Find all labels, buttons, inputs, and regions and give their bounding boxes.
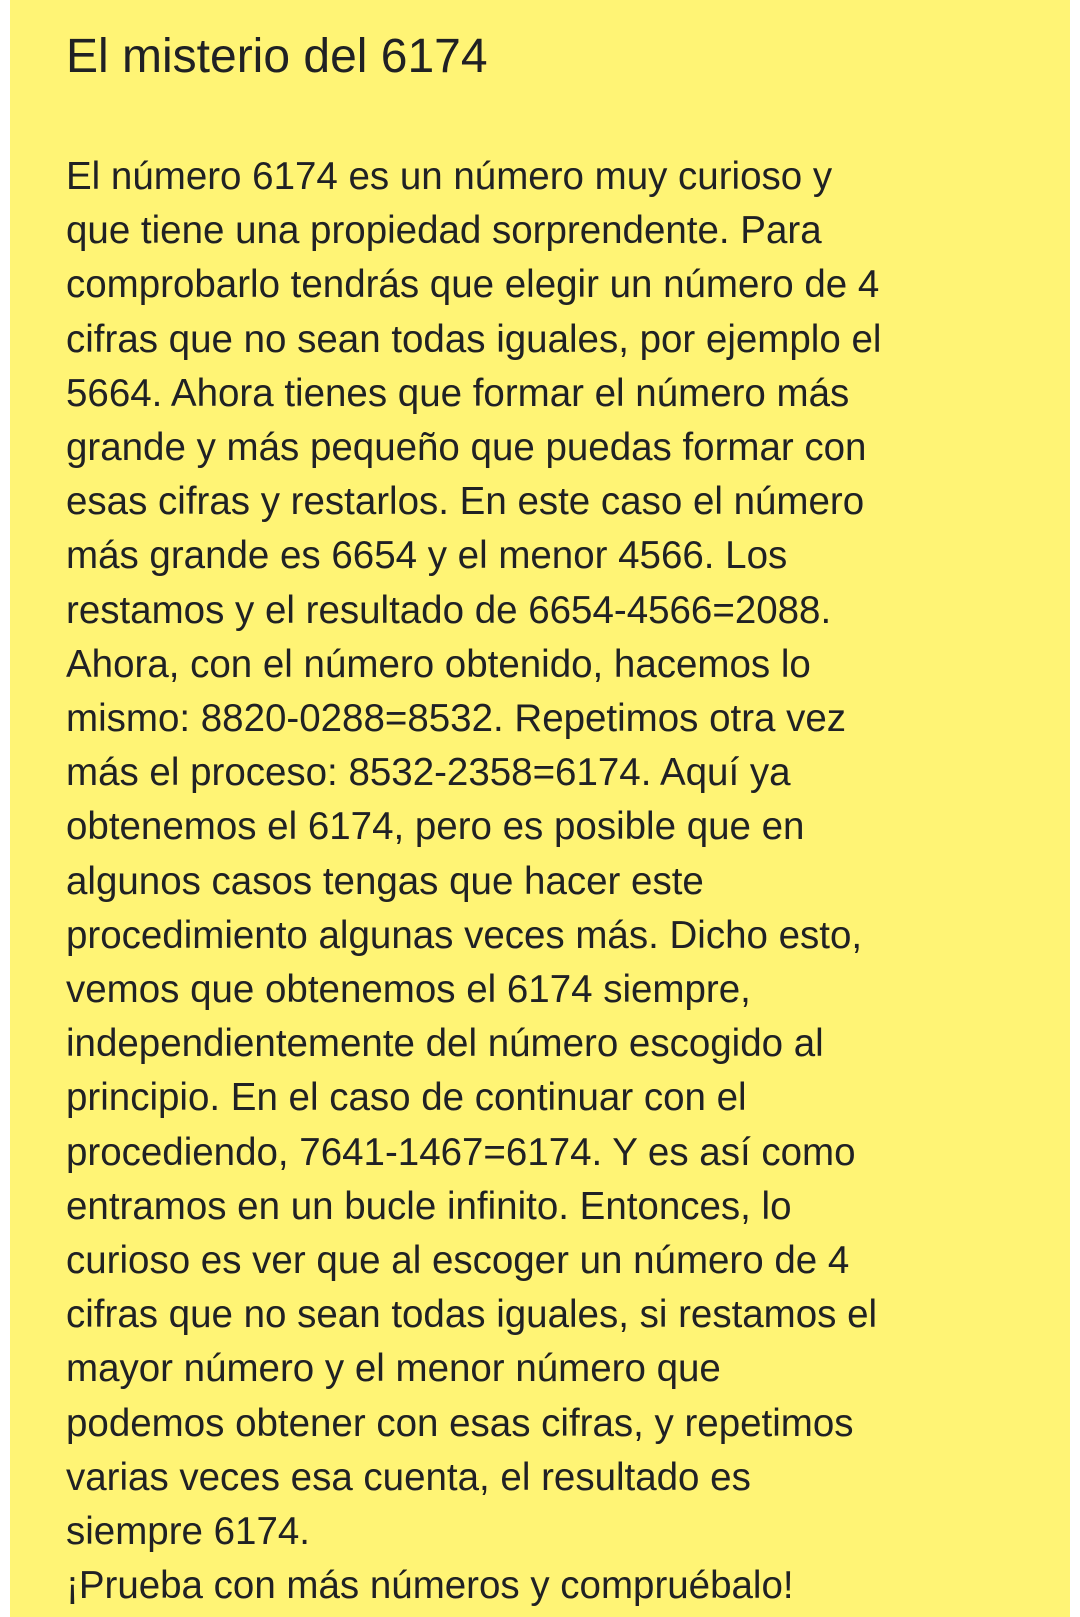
- note-body-line: curioso es ver que al escoger un número de 4: [66, 1239, 850, 1283]
- note-body-line: principio. En el caso de continuar con el: [66, 1076, 747, 1120]
- note-body-line: siempre 6174.: [66, 1510, 310, 1554]
- note-body-line: esas cifras y restarlos. En este caso el número: [66, 480, 865, 524]
- note-body-line: obtenemos el 6174, pero es posible que en: [66, 805, 805, 849]
- note-body-line: procedimiento algunas veces más. Dicho esto,: [66, 913, 863, 957]
- note-body-line: restamos y el resultado de 6654-4566=2088.: [66, 588, 832, 632]
- note-body-line: Ahora, con el número obtenido, hacemos lo: [66, 642, 811, 686]
- note-body-line: cifras que no sean todas iguales, por ejemplo el: [66, 317, 882, 361]
- note-body-line: cifras que no sean todas iguales, si restamos el: [66, 1293, 878, 1337]
- note-body-line: ¡Prueba con más números y compruébalo!: [66, 1564, 794, 1608]
- note-body-line: podemos obtener con esas cifras, y repetimos: [66, 1401, 854, 1445]
- note-body-line: comprobarlo tendrás que elegir un número de 4: [66, 263, 880, 307]
- note-body-line: vemos que obtenemos el 6174 siempre,: [66, 968, 751, 1012]
- note-card[interactable]: [10, 0, 1070, 1617]
- note-body-line: El número 6174 es un número muy curioso y: [66, 155, 833, 198]
- note-title[interactable]: El misterio del 6174: [66, 30, 488, 83]
- note-body-line: 5664. Ahora tienes que formar el número más: [66, 371, 850, 415]
- note-body-line: procediendo, 7641-1467=6174. Y es así como: [66, 1130, 856, 1174]
- note-body-line: más el proceso: 8532-2358=6174. Aquí ya: [66, 751, 791, 795]
- note-body-line: grande y más pequeño que puedas formar con: [66, 426, 867, 470]
- note-body-line: mismo: 8820-0288=8532. Repetimos otra vez: [66, 697, 847, 741]
- note-body-line: mayor número y el menor número que: [66, 1347, 721, 1391]
- note-body-line: más grande es 6654 y el menor 4566. Los: [66, 534, 788, 578]
- note-body-line: entramos en un bucle infinito. Entonces, lo: [66, 1184, 792, 1228]
- note-body-line: varias veces esa cuenta, el resultado es: [66, 1455, 751, 1499]
- note-body-line: que tiene una propiedad sorprendente. Para: [66, 209, 822, 253]
- note-body-line: independientemente del número escogido al: [66, 1022, 824, 1066]
- note-body-line: algunos casos tengas que hacer este: [66, 859, 704, 903]
- note-body[interactable]: [66, 150, 1020, 1613]
